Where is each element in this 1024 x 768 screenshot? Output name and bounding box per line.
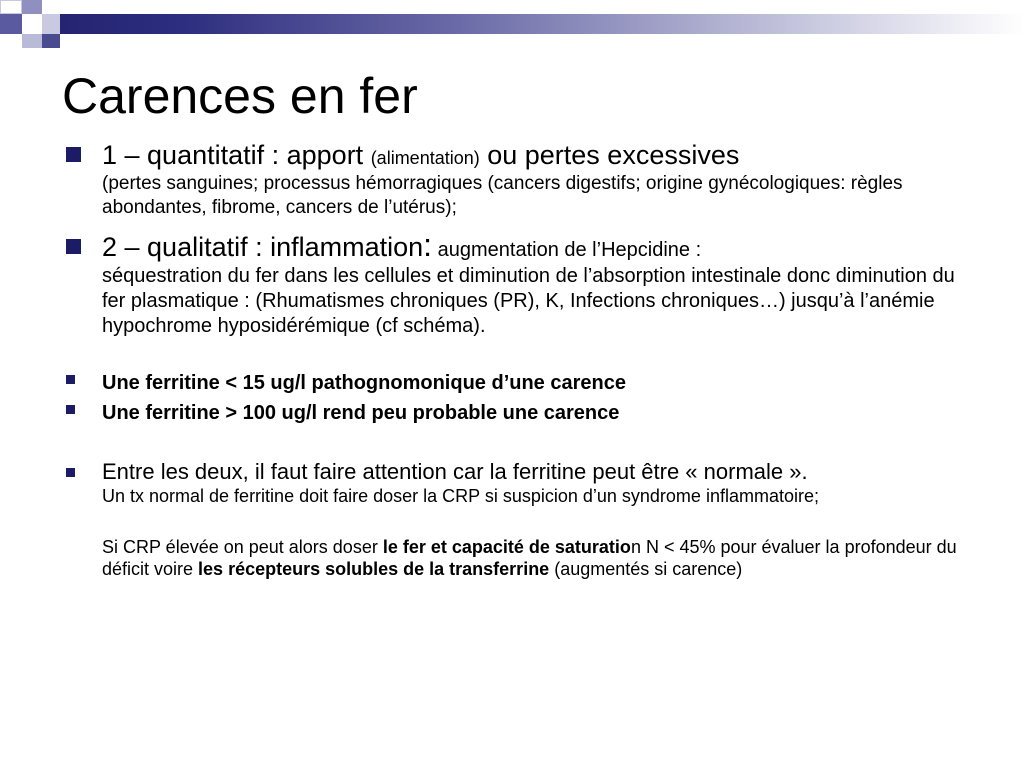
decor-square	[22, 34, 42, 48]
decor-square	[42, 34, 60, 48]
paragraph-text: Si CRP élevée on peut alors doser	[102, 537, 383, 557]
bullet-entre-les-deux	[62, 458, 962, 507]
decor-square	[42, 0, 60, 14]
paragraph-text: n N < 45% pour évaluer la profondeur du déficit voire	[102, 537, 957, 579]
bullet-text: Une ferritine < 15 ug/l pathognomonique d’une carence	[102, 372, 626, 394]
bullet-ferritine-high	[62, 398, 962, 428]
paragraph-bold-text: le fer et capacité de saturatio	[382, 537, 631, 557]
square-bullet-icon	[66, 147, 81, 162]
square-bullet-icon	[66, 239, 81, 254]
bullet-parenthetical: (alimentation)	[370, 148, 480, 168]
decor-square	[22, 14, 42, 34]
crp-paragraph	[62, 536, 962, 580]
slide-title: Carences en fer	[62, 68, 418, 124]
bullet-quantitatif	[62, 138, 962, 220]
bullet-lead: 2 – qualitatif : inflammation	[102, 232, 424, 262]
paragraph-bold-text: les récepteurs solubles de la transferrine	[198, 559, 550, 579]
bullet-inline-text: augmentation de l’Hepcidine :	[432, 239, 702, 261]
bullet-lead-continued: ou pertes excessives	[479, 140, 740, 170]
bullet-colon: :	[423, 227, 433, 263]
decor-square	[0, 0, 22, 14]
bullet-lead: Entre les deux, il faut faire attention car la ferritine peut être « normale ».	[102, 459, 808, 484]
bullet-qualitatif	[62, 227, 962, 339]
decor-square	[22, 0, 42, 14]
bullet-text: Une ferritine > 100 ug/l rend peu probable une carence	[102, 402, 620, 424]
decor-square	[0, 14, 22, 34]
bullet-list	[62, 138, 962, 580]
bullet-detail: séquestration du fer dans les cellules et diminution de l’absorption intestinale donc diminution du fer plasmatique : (Rhumatismes chroniques (PR), K, Infections chroniques…) jusqu’à l’anémie hypochrome hyposidérémique (cf schéma).	[102, 265, 955, 337]
square-bullet-icon	[66, 405, 75, 414]
bullet-ferritine-low	[62, 368, 962, 398]
header-gradient-band	[0, 14, 1024, 34]
decor-square	[42, 14, 60, 34]
bullet-lead: 1 – quantitatif : apport	[102, 140, 371, 170]
bullet-detail: (pertes sanguines; processus hémorragiques (cancers digestifs; origine gynécologiques: règles abondantes, fibrome, cancers de l’utérus);	[102, 173, 903, 218]
paragraph-text: (augmentés si carence)	[549, 559, 743, 579]
square-bullet-icon	[66, 468, 75, 477]
square-bullet-icon	[66, 375, 75, 384]
bullet-detail: Un tx normal de ferritine doit faire doser la CRP si suspicion d’un syndrome inflammatoire;	[102, 486, 819, 506]
